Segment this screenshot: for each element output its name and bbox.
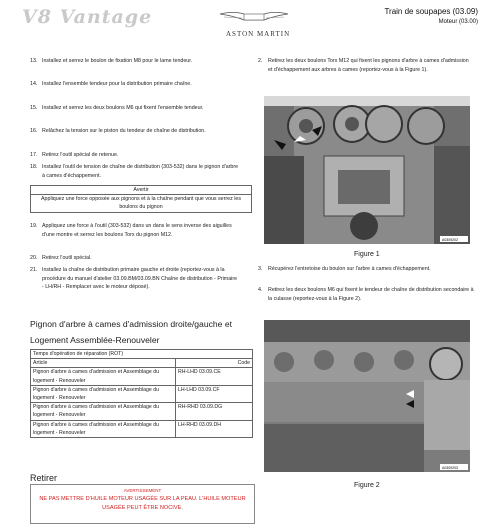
figure-2-code: A0309203 — [442, 466, 458, 470]
step-17: 17. Retirez l'outil spécial de retenue. — [30, 152, 119, 158]
step-13: 13. Installez et serrez le boulon de fixation M8 pour le lame tendeur. — [30, 58, 193, 64]
red-warning-box — [30, 484, 255, 524]
step-19: 19. Appliquez une force à l'outil (303-532) dans un dans le sens inverse des aiguilles d'une montre et serrez les boulons Torx du pignon M12. — [30, 223, 232, 238]
engine-photo-figure-1 — [264, 96, 470, 244]
table-row: Pignon d'arbre à cames d'admission et Assemblage du logement - Renouveler RH-LHD 03.09.CE — [31, 368, 253, 385]
rot-col-code: Code — [176, 359, 253, 368]
retirer-heading: Retirer — [30, 473, 58, 483]
page-title: Train de soupapes (03.09) — [384, 7, 478, 16]
step-20: 20. Retirez l'outil spécial. — [30, 255, 92, 261]
figure-1-caption: Figure 1 — [354, 251, 380, 258]
table-row: Pignon d'arbre à cames d'admission et Assemblage du logement - Renouveler LH-RHD 03.09.DH — [31, 420, 253, 437]
step-16: 16. Relâchez la tension sur le piston du tendeur de chaîne de distribution. — [30, 128, 206, 134]
step-3: 3. Récupérez l'entretoise du boulon sur l'arbre à cames d'échappement. — [258, 266, 431, 272]
caution-heading: Avertir — [31, 186, 251, 195]
step-21: 21. Installez la chaîne de distribution primaire gauche et droite (reportez-vous à la procédure du manuel d'atelier 03.09.BM/03.09.BN Chaîne de distribution - Primaire - LH/RH - Remplacer avec le moteur déposé). — [30, 267, 238, 291]
step-14: 14. Installez l'ensemble tendeur pour la distribution primaire chaîne. — [30, 81, 192, 87]
rot-table — [30, 349, 253, 438]
figure-1-code: A0309202 — [442, 238, 458, 242]
table-row: Pignon d'arbre à cames d'admission et Assemblage du logement - Renouveler RH-RHD 03.09.DG — [31, 403, 253, 420]
red-warning-text: NE PAS METTRE D'HUILE MOTEUR USAGÉE SUR LA PEAU. L'HUILE MOTEUR USAGÉE PEUT ÊTRE NOCIVE. — [39, 496, 246, 511]
step-2: 2. Retirez les deux boulons Torx M12 qui fixent les pignons d'arbre à cames d'admission et d'échappement aux arbres à cames (reportez-vous à la Figure 1). — [258, 58, 469, 73]
aston-martin-wings-logo — [218, 6, 290, 30]
step-4: 4. Retirez les deux boulons M6 qui fixent le tendeur de chaîne de distribution secondaire à la culasse (reportez-vous à la Figure 2). — [258, 287, 474, 302]
red-warning-heading: AVERTISSEMENT — [123, 488, 162, 493]
caution-box — [30, 185, 252, 213]
model-logo: V8 Vantage — [22, 6, 153, 28]
brand-name: ASTON MARTIN — [226, 30, 291, 38]
rot-col-article: Article — [31, 359, 176, 368]
section-title: Pignon d'arbre à cames d'admission droite/gauche et Logement Assemblée-Renouveler — [30, 319, 233, 345]
step-15: 15. Installez et serrez les deux boulons M6 qui fixent l'ensemble tendeur. — [30, 105, 204, 111]
figure-2-caption: Figure 2 — [354, 482, 380, 489]
caution-text: Appliquez une force opposée aux pignons et à la chaîne pendant que vous serrez les boulons du pignon — [41, 196, 241, 211]
step-18: 18. Installez l'outil de tension de chaîne de distribution (303-532) dans le pignon d'arbre à cames d'échappement. — [30, 164, 239, 179]
rot-table-caption: Temps d'opération de réparation (ROT) — [31, 350, 253, 359]
table-row: Pignon d'arbre à cames d'admission et Assemblage du logement - Renouveler LH-LHD 03.09.CF — [31, 385, 253, 402]
engine-photo-figure-2 — [264, 320, 470, 472]
page-subtitle: Moteur (03.00) — [438, 19, 478, 25]
